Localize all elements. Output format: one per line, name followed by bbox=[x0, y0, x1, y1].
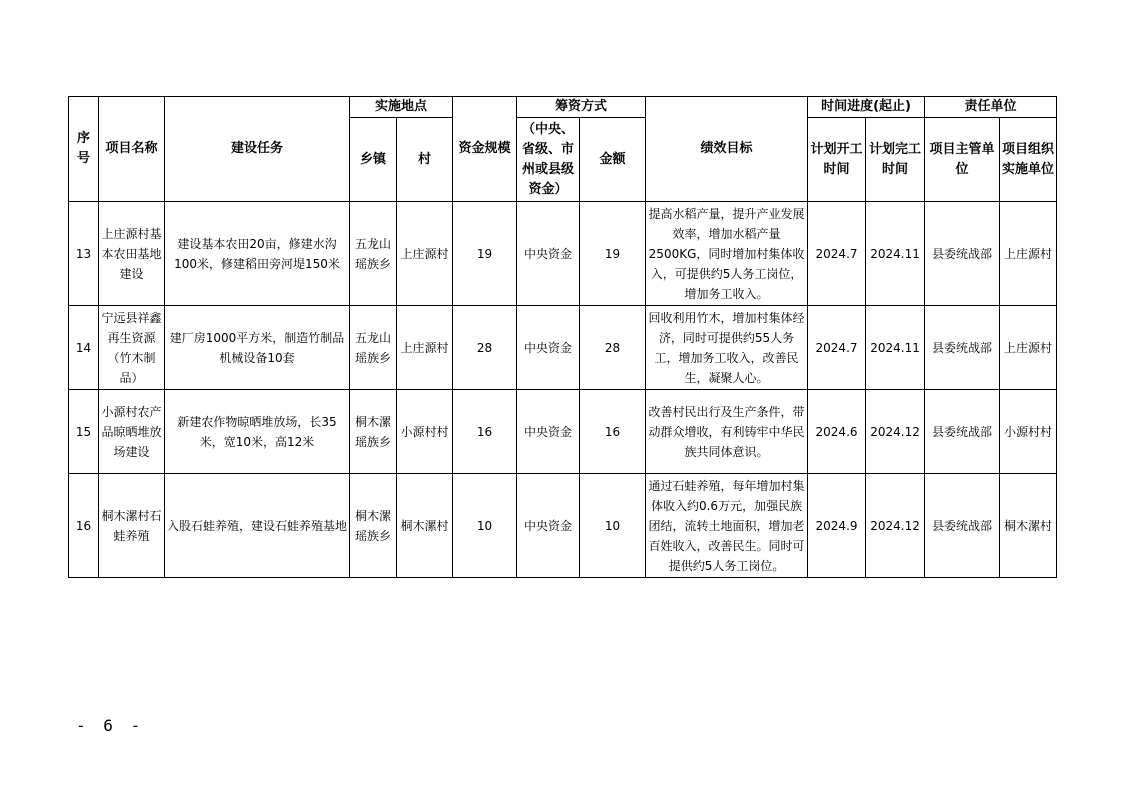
header-seq: 序号 bbox=[69, 97, 99, 202]
cell-seq: 13 bbox=[69, 202, 99, 306]
cell-target: 改善村民出行及生产条件，带动群众增收，有利铸牢中华民族共同体意识。 bbox=[646, 390, 808, 474]
cell-name: 小源村农产品晾晒堆放场建设 bbox=[99, 390, 165, 474]
cell-end: 2024.11 bbox=[866, 306, 925, 390]
cell-town: 五龙山瑶族乡 bbox=[350, 202, 397, 306]
cell-seq: 14 bbox=[69, 306, 99, 390]
cell-implementer: 桐木漯村 bbox=[1000, 474, 1057, 578]
cell-end: 2024.12 bbox=[866, 390, 925, 474]
header-target: 绩效目标 bbox=[646, 97, 808, 202]
cell-end: 2024.11 bbox=[866, 202, 925, 306]
cell-amount: 28 bbox=[580, 306, 646, 390]
cell-source: 中央资金 bbox=[517, 306, 580, 390]
header-town: 乡镇 bbox=[350, 118, 397, 202]
cell-implementer: 上庄源村 bbox=[1000, 202, 1057, 306]
header-end: 计划完工时间 bbox=[866, 118, 925, 202]
cell-amount: 19 bbox=[580, 202, 646, 306]
cell-scale: 19 bbox=[453, 202, 517, 306]
cell-task: 新建农作物晾晒堆放场，长35米，宽10米，高12米 bbox=[165, 390, 350, 474]
cell-source: 中央资金 bbox=[517, 390, 580, 474]
header-row-1 bbox=[69, 97, 1057, 118]
cell-task: 入股石蛙养殖，建设石蛙养殖基地 bbox=[165, 474, 350, 578]
cell-supervisor: 县委统战部 bbox=[925, 306, 1000, 390]
header-task: 建设任务 bbox=[165, 97, 350, 202]
cell-target: 提高水稻产量，提升产业发展效率，增加水稻产量2500KG，同时增加村集体收入，可提供约5人务工岗位，增加务工收入。 bbox=[646, 202, 808, 306]
cell-village: 桐木漯村 bbox=[397, 474, 453, 578]
cell-start: 2024.7 bbox=[808, 306, 866, 390]
cell-scale: 16 bbox=[453, 390, 517, 474]
cell-name: 桐木漯村石蛙养殖 bbox=[99, 474, 165, 578]
cell-target: 通过石蛙养殖，每年增加村集体收入约0.6万元，加强民族团结，流转土地面积，增加老百姓收入，改善民生。同时可提供约5人务工岗位。 bbox=[646, 474, 808, 578]
header-scale: 资金规模 bbox=[453, 97, 517, 202]
header-resp: 责任单位 bbox=[925, 97, 1057, 118]
cell-start: 2024.9 bbox=[808, 474, 866, 578]
header-funding: 筹资方式 bbox=[517, 97, 646, 118]
cell-village: 小源村村 bbox=[397, 390, 453, 474]
cell-source: 中央资金 bbox=[517, 474, 580, 578]
cell-supervisor: 县委统战部 bbox=[925, 474, 1000, 578]
cell-supervisor: 县委统战部 bbox=[925, 202, 1000, 306]
table-row bbox=[69, 390, 1057, 474]
cell-name: 宁远县祥鑫再生资源（竹木制品） bbox=[99, 306, 165, 390]
cell-start: 2024.7 bbox=[808, 202, 866, 306]
page-number: - 6 - bbox=[76, 716, 145, 735]
cell-seq: 15 bbox=[69, 390, 99, 474]
header-source: （中央、省级、市州或县级资金） bbox=[517, 118, 580, 202]
cell-supervisor: 县委统战部 bbox=[925, 390, 1000, 474]
header-supervisor: 项目主管单位 bbox=[925, 118, 1000, 202]
table-row bbox=[69, 474, 1057, 578]
cell-implementer: 小源村村 bbox=[1000, 390, 1057, 474]
cell-amount: 16 bbox=[580, 390, 646, 474]
cell-implementer: 上庄源村 bbox=[1000, 306, 1057, 390]
header-implementer: 项目组织实施单位 bbox=[1000, 118, 1057, 202]
cell-scale: 28 bbox=[453, 306, 517, 390]
cell-village: 上庄源村 bbox=[397, 202, 453, 306]
project-table bbox=[68, 96, 1057, 578]
table-row bbox=[69, 306, 1057, 390]
header-start: 计划开工时间 bbox=[808, 118, 866, 202]
cell-scale: 10 bbox=[453, 474, 517, 578]
cell-task: 建厂房1000平方米，制造竹制品机械设备10套 bbox=[165, 306, 350, 390]
cell-village: 上庄源村 bbox=[397, 306, 453, 390]
cell-amount: 10 bbox=[580, 474, 646, 578]
cell-town: 桐木漯瑶族乡 bbox=[350, 474, 397, 578]
cell-end: 2024.12 bbox=[866, 474, 925, 578]
cell-town: 五龙山瑶族乡 bbox=[350, 306, 397, 390]
cell-target: 回收利用竹木，增加村集体经济，同时可提供约55人务工，增加务工收入，改善民生，凝聚人心。 bbox=[646, 306, 808, 390]
cell-source: 中央资金 bbox=[517, 202, 580, 306]
header-location: 实施地点 bbox=[350, 97, 453, 118]
table-row bbox=[69, 202, 1057, 306]
header-name: 项目名称 bbox=[99, 97, 165, 202]
cell-seq: 16 bbox=[69, 474, 99, 578]
header-village: 村 bbox=[397, 118, 453, 202]
cell-task: 建设基本农田20亩，修建水沟100米，修建稻田旁河堤150米 bbox=[165, 202, 350, 306]
cell-start: 2024.6 bbox=[808, 390, 866, 474]
cell-name: 上庄源村基本农田基地建设 bbox=[99, 202, 165, 306]
header-schedule: 时间进度(起止) bbox=[808, 97, 925, 118]
header-amount: 金额 bbox=[580, 118, 646, 202]
cell-town: 桐木漯瑶族乡 bbox=[350, 390, 397, 474]
